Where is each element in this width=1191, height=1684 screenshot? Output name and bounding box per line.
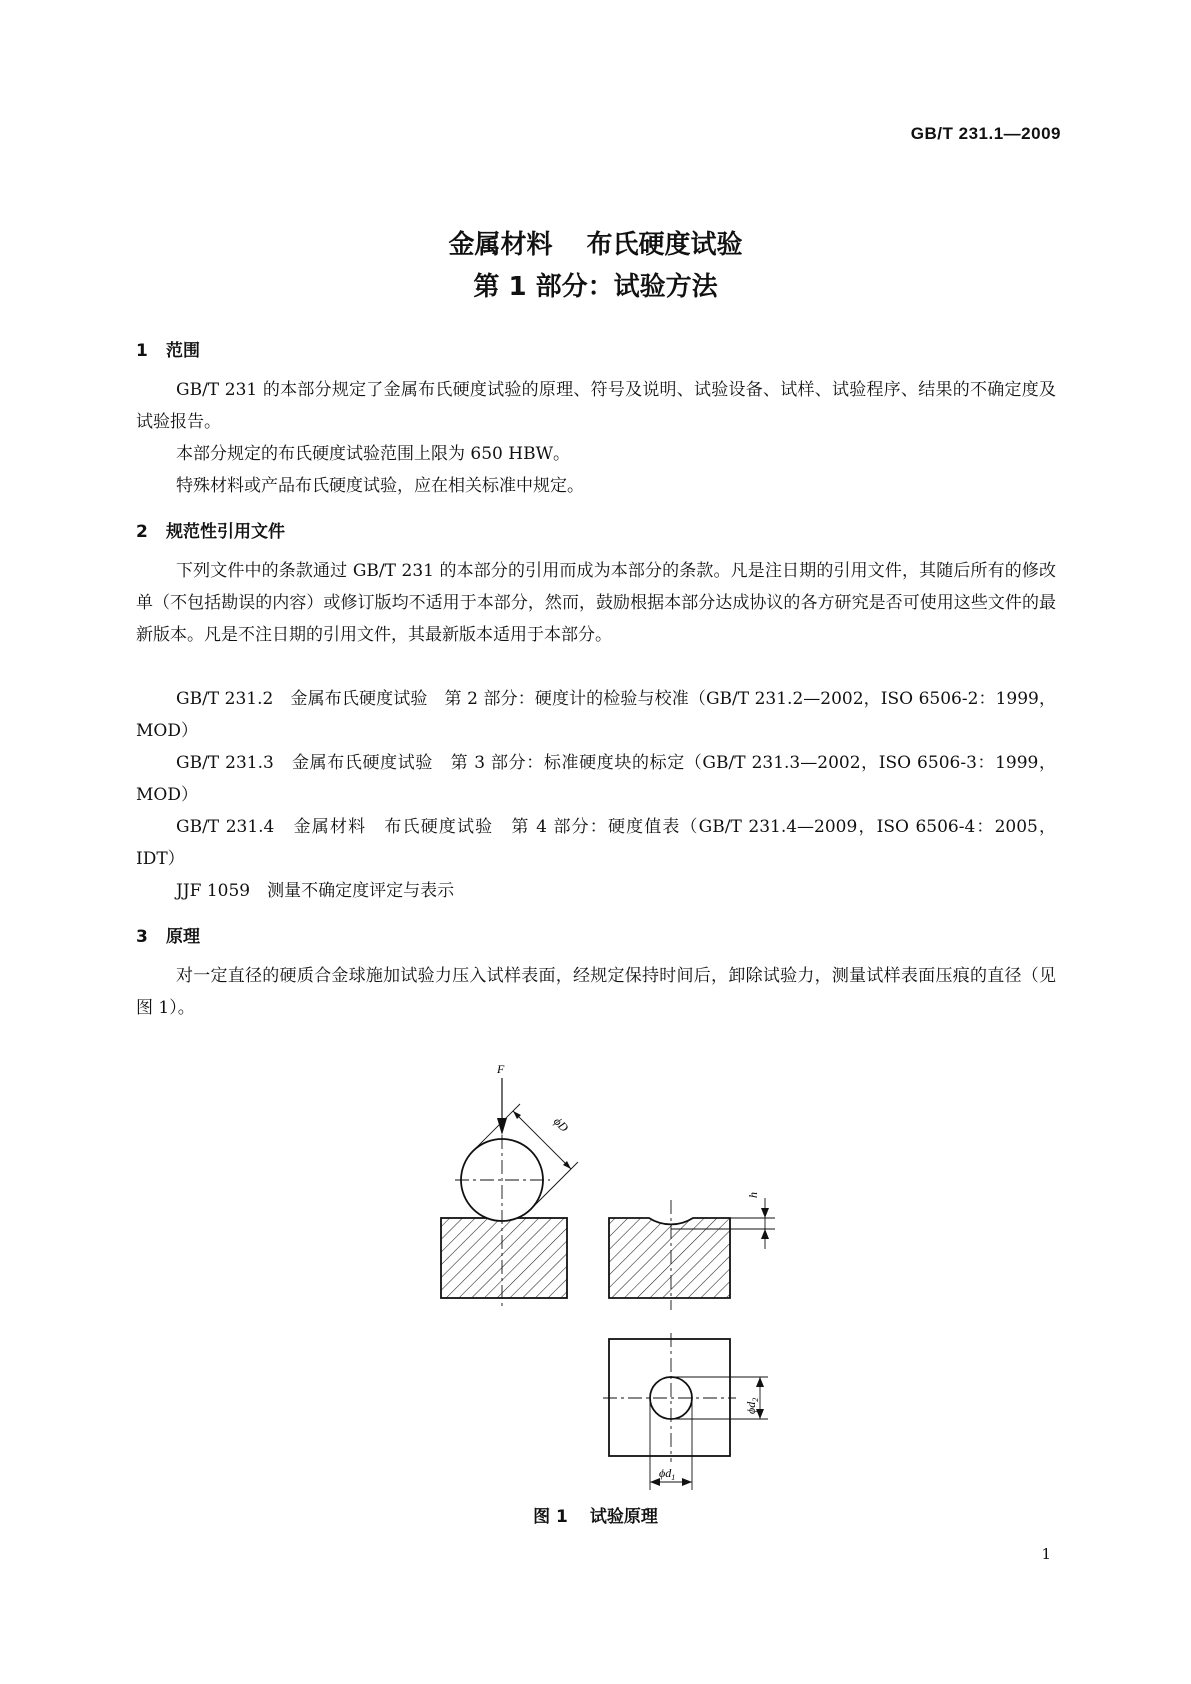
scope-paragraph-2: 本部分规定的布氏硬度试验范围上限为 650 HBW。 [176,444,571,464]
figure-number: 图 1 [533,1507,568,1527]
section-number: 2 [136,522,148,542]
section-title: 原理 [166,927,200,947]
force-label: F [497,1062,505,1076]
depth-label: h [746,1192,760,1198]
d2-label: $\phi d_2$ [744,1397,760,1414]
title-part-1: 金属材料 [448,230,553,260]
dim-arrow [761,1229,769,1239]
section-title: 规范性引用文件 [166,522,285,542]
specimen-block-left [441,1218,567,1298]
principle-paragraph: 对一定直径的硬质合金球施加试验力压入试样表面，经规定保持时间后，卸除试验力，测量试样表面压痕的直径（见图 1）。 [136,966,1056,1018]
reference-item: GB/T 231.4 金属材料 布氏硬度试验 第 4 部分：硬度值表（GB/T 231.4—2009，ISO 6506-4：2005，IDT） [136,817,1056,869]
dim-arrow [682,1478,692,1486]
figure-caption [0,1502,1191,1527]
force-arrow-head [497,1118,507,1135]
plan-view [603,1333,768,1490]
reference-item: JJF 1059 测量不确定度评定与表示 [176,881,455,901]
scope-paragraph-1: GB/T 231 的本部分规定了金属布氏硬度试验的原理、符号及说明、试验设备、试样、试验程序、结果的不确定度及试验报告。 [136,380,1056,432]
normative-intro: 下列文件中的条款通过 GB/T 231 的本部分的引用而成为本部分的条款。凡是注日期的引用文件，其随后所有的修改单（不包括勘误的内容）或修订版均不适用于本部分，然而，鼓励根据本部分达成协议的各方研究是否可使用这些文件的最新版本。凡是不注日期的引用文件，其最新版本适用于本部分。 [136,561,1056,645]
title-line-2: 第 1 部分：试验方法 [473,272,718,302]
section-number: 1 [136,341,148,361]
dim-arrow [756,1377,764,1387]
section-number: 3 [136,927,148,947]
specimen-block-right [609,1218,730,1298]
reference-item: GB/T 231.2 金属布氏硬度试验 第 2 部分：硬度计的检验与校准（GB/T 231.2—2002，ISO 6506-2：1999，MOD） [136,689,1056,741]
page-number: 1 [1041,1545,1051,1563]
specimen-with-ball [441,1062,578,1310]
scope-paragraph-3: 特殊材料或产品布氏硬度试验，应在相关标准中规定。 [176,476,584,496]
reference-item: GB/T 231.3 金属布氏硬度试验 第 3 部分：标准硬度块的标定（GB/T 231.3—2002，ISO 6506-3：1999，MOD） [136,753,1056,805]
standard-code: GB/T 231.1—2009 [910,124,1061,143]
d1-label: $\phi d_1$ [659,1466,676,1482]
specimen-with-indent [609,1192,775,1310]
section-title: 范围 [166,341,200,361]
figure-title: 试验原理 [589,1507,658,1527]
dim-arrow [761,1208,769,1218]
title-part-2: 布氏硬度试验 [586,230,743,260]
diameter-label: ϕD [550,1114,572,1135]
